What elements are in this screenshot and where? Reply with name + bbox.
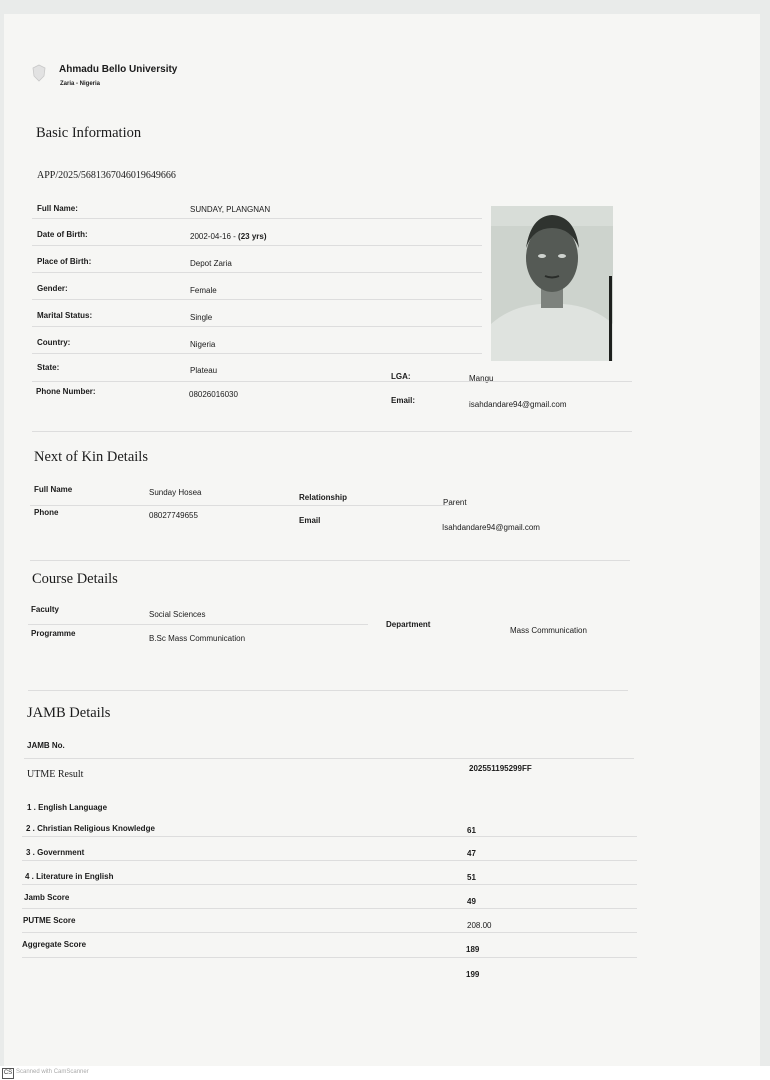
department-value: Mass Communication [510, 626, 587, 635]
subject-1-score: 61 [467, 826, 476, 835]
gender-value: Female [190, 286, 217, 295]
kin-name-label: Full Name [34, 485, 73, 494]
lga-value: Mangu [469, 374, 494, 383]
camscanner-badge: CS [2, 1068, 14, 1079]
phone-label: Phone Number: [36, 387, 96, 396]
kin-relationship-label: Relationship [299, 493, 348, 502]
subject-4-score: 49 [467, 897, 476, 906]
application-number: APP/2025/5681367046019649666 [37, 170, 176, 181]
kin-email-label: Email [299, 516, 321, 525]
subject-4: 4 . Literature in English [25, 872, 114, 881]
putme-score-value: 189 [466, 945, 480, 954]
kin-email-value: Isahdandare94@gmail.com [442, 523, 540, 532]
marital-label: Marital Status: [37, 311, 93, 320]
state-value: Plateau [190, 366, 218, 375]
jamb-score-value: 208.00 [467, 921, 492, 930]
faculty-value: Social Sciences [149, 610, 206, 619]
university-name: Ahmadu Bello University [59, 64, 178, 75]
email-label: Email: [391, 396, 416, 405]
country-label: Country: [37, 338, 71, 347]
utme-result-label: UTME Result [27, 769, 84, 780]
country-value: Nigeria [190, 340, 216, 349]
scanner-footer [0, 1066, 770, 1080]
basic-info-heading: Basic Information [36, 125, 142, 141]
full-name-label: Full Name: [37, 204, 78, 213]
course-heading: Course Details [32, 571, 118, 587]
subject-1: 1 . English Language [27, 803, 108, 812]
programme-label: Programme [31, 629, 76, 638]
jamb-no-label: JAMB No. [27, 741, 65, 750]
jamb-no-value: 202551195299FF [469, 764, 532, 773]
admission-form-sheet [4, 14, 760, 1066]
aggregate-score-value: 199 [466, 970, 480, 979]
dob-label: Date of Birth: [37, 230, 88, 239]
university-location: Zaria - Nigeria [60, 81, 101, 87]
lga-label: LGA: [391, 372, 411, 381]
email-value: isahdandare94@gmail.com [469, 400, 567, 409]
kin-relationship-value: Parent [443, 498, 467, 507]
subject-2: 2 . Christian Religious Knowledge [26, 824, 155, 833]
pob-value: Depot Zaria [190, 259, 232, 268]
aggregate-score-label: Aggregate Score [22, 940, 87, 949]
state-label: State: [37, 363, 60, 372]
kin-name-value: Sunday Hosea [149, 488, 202, 497]
kin-phone-label: Phone [34, 508, 59, 517]
kin-heading: Next of Kin Details [34, 449, 148, 465]
full-name-value: SUNDAY, PLANGNAN [190, 205, 271, 214]
subject-3-score: 51 [467, 873, 476, 882]
gender-label: Gender: [37, 284, 68, 293]
university-crest-icon [32, 64, 46, 82]
dob-value: 2002-04-16 - (23 yrs) [190, 232, 267, 241]
camscanner-text: Scanned with CamScanner [16, 1069, 89, 1075]
pob-label: Place of Birth: [37, 257, 92, 266]
subject-2-score: 47 [467, 849, 476, 858]
jamb-heading: JAMB Details [27, 705, 111, 721]
subject-3: 3 . Government [26, 848, 85, 857]
age-value: (23 yrs) [238, 232, 267, 241]
marital-value: Single [190, 313, 213, 322]
phone-value: 08026016030 [189, 390, 238, 399]
jamb-score-label: Jamb Score [24, 893, 70, 902]
putme-score-label: PUTME Score [23, 916, 76, 925]
passport-photo [491, 206, 613, 361]
kin-phone-value: 08027749655 [149, 511, 198, 520]
faculty-label: Faculty [31, 605, 60, 614]
programme-value: B.Sc Mass Communication [149, 634, 246, 643]
department-label: Department [386, 620, 431, 629]
